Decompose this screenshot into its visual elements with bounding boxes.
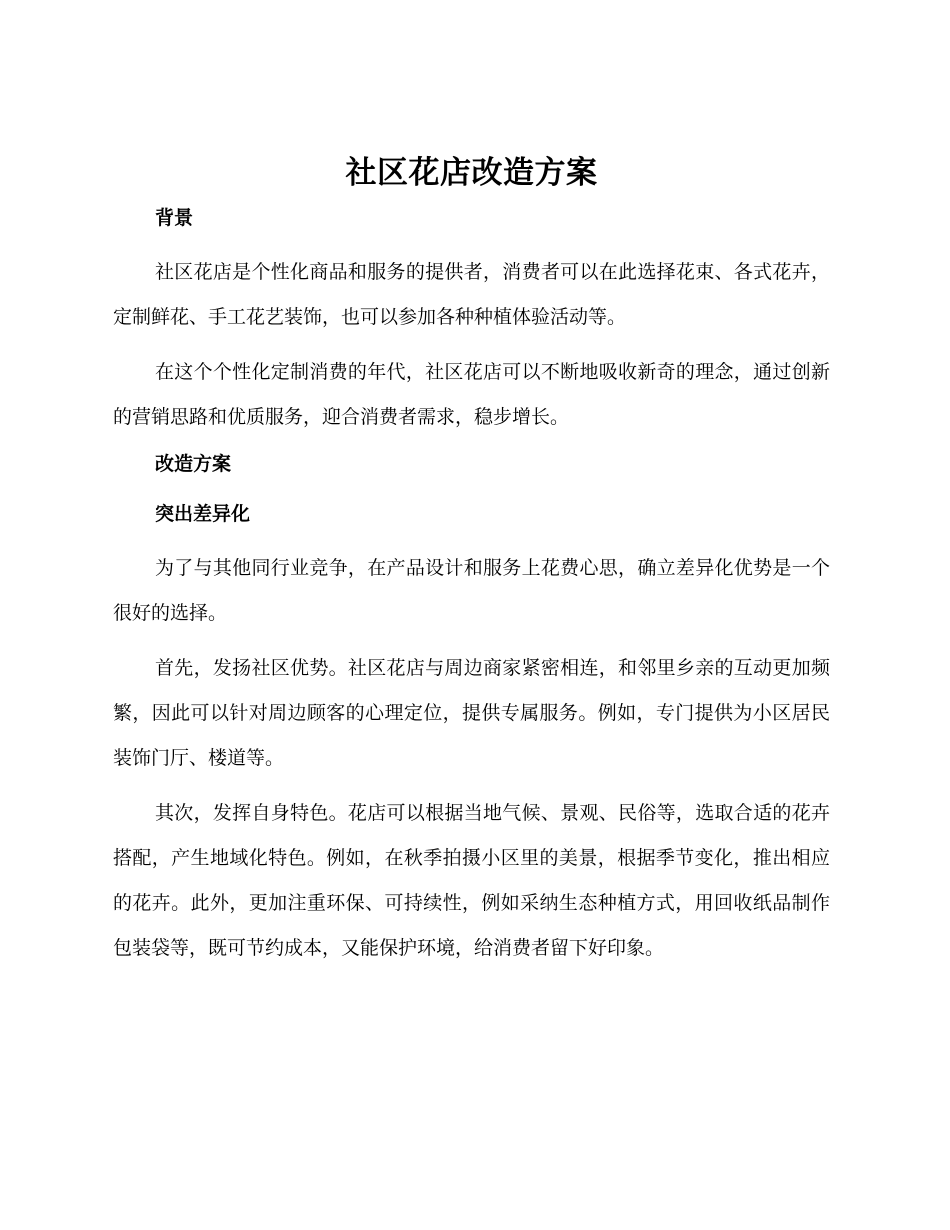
paragraph-differentiation-3: 其次，发挥自身特色。花店可以根据当地气候、景观、民俗等，选取合适的花卉搭配，产生地域化特色。例如，在秋季拍摄小区里的美景，根据季节变化，推出相应的花卉。此外，更加注重环保、可持续性，例如采纳生态种植方式，用回收纸品制作包装袋等，既可节约成本，又能保护环境，给消费者留下好印象。 [113, 802, 830, 959]
document-page [113, 150, 830, 981]
paragraph-background-2: 在这个个性化定制消费的年代，社区花店可以不断地吸收新奇的理念，通过创新的营销思路和优质服务，迎合消费者需求，稳步增长。 [113, 361, 830, 428]
paragraph-background-1: 社区花店是个性化商品和服务的提供者，消费者可以在此选择花束、各式花卉，定制鲜花、手工花艺装饰，也可以参加各种种植体验活动等。 [113, 261, 830, 328]
paragraph-differentiation-2: 首先，发扬社区优势。社区花店与周边商家紧密相连，和邻里乡亲的互动更加频繁，因此可以针对周边顾客的心理定位，提供专属服务。例如，专门提供为小区居民装饰门厅、楼道等。 [113, 657, 830, 769]
subsection-heading-differentiation: 突出差异化 [155, 503, 251, 525]
section-heading-background: 背景 [155, 207, 194, 229]
section-heading-plan: 改造方案 [155, 453, 232, 475]
paragraph-differentiation-1: 为了与其他同行业竞争，在产品设计和服务上花费心思，确立差异化优势是一个很好的选择。 [113, 557, 830, 624]
document-title: 社区花店改造方案 [345, 155, 598, 191]
